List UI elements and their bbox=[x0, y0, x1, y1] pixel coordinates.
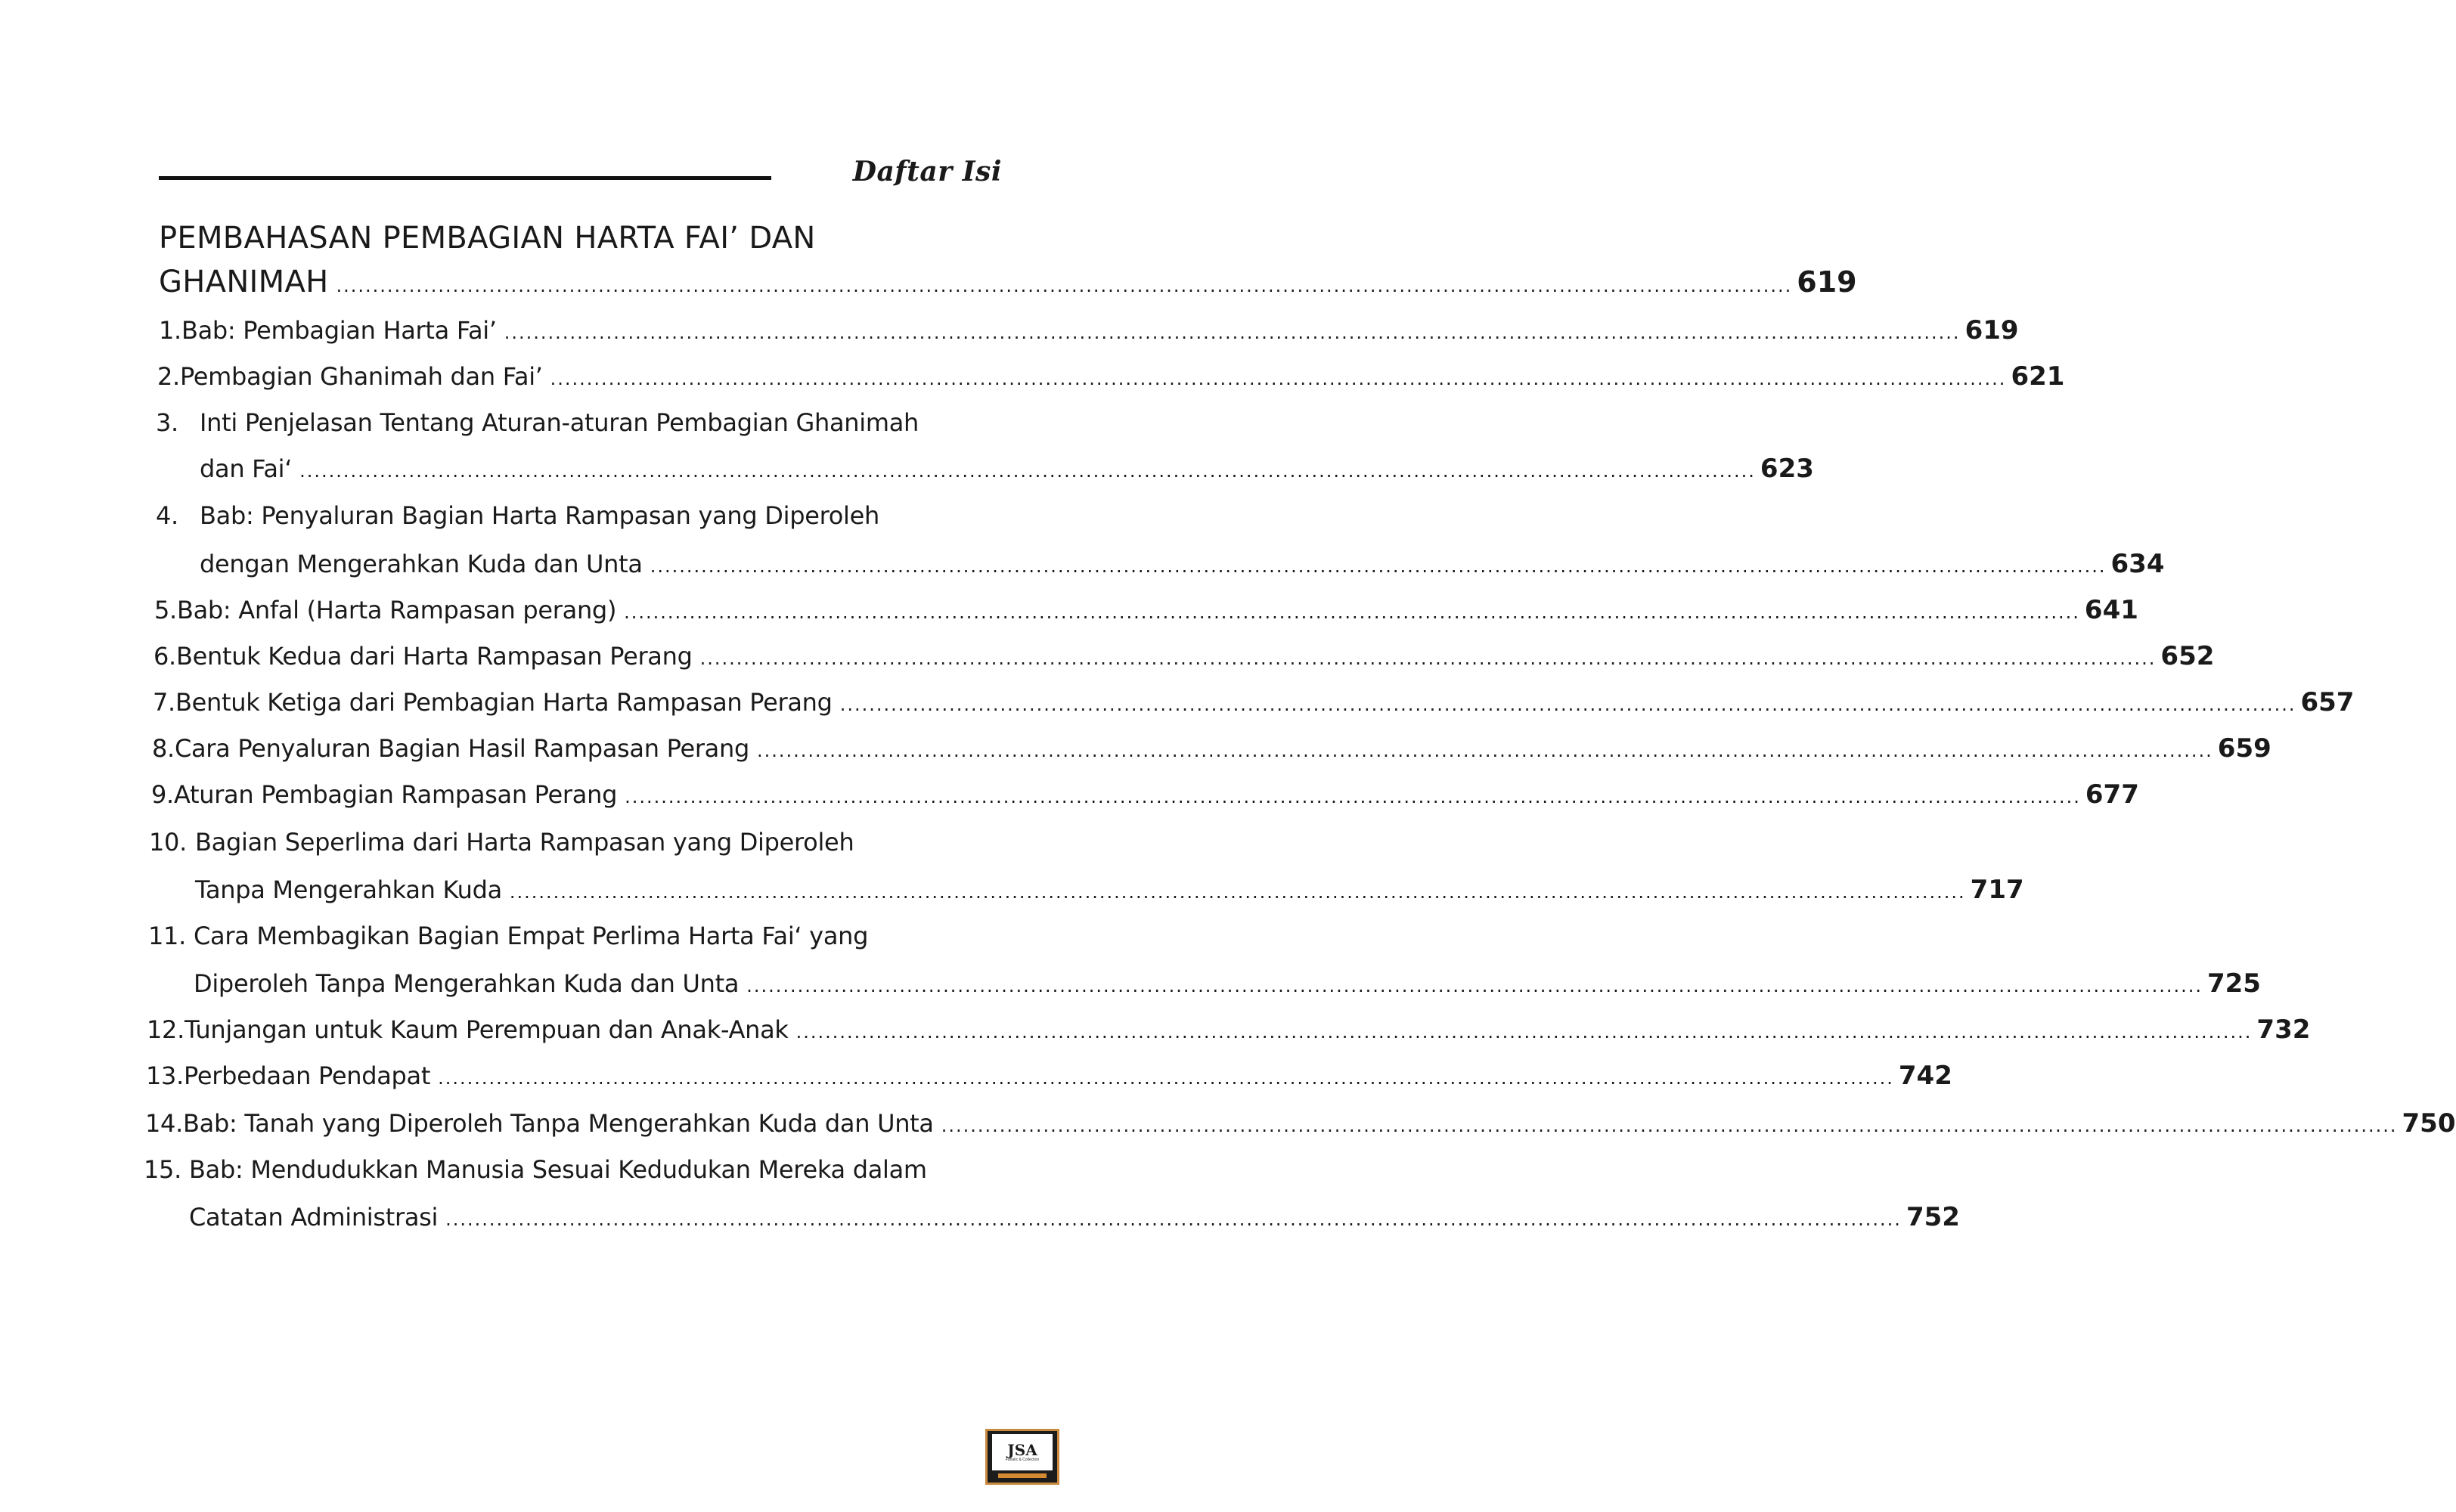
entry-page-number: 677 bbox=[2085, 779, 2139, 810]
dot-leader: ........................................................................................................................................................................................................ bbox=[650, 556, 2107, 577]
entry-page-number: 621 bbox=[2011, 361, 2065, 392]
section-title-text: PEMBAHASAN PEMBAGIAN HARTA FAI’ DAN bbox=[159, 221, 816, 256]
toc-entry bbox=[149, 828, 1002, 857]
entry-title: Cara Penyaluran Bagian Hasil Rampasan Perang bbox=[174, 734, 749, 763]
toc-entry-continuation bbox=[194, 968, 2261, 999]
entry-number: 2. bbox=[157, 362, 180, 391]
toc-entry bbox=[151, 779, 2139, 810]
toc-entry-continuation bbox=[200, 549, 2165, 579]
entry-page-number: 641 bbox=[2084, 595, 2138, 625]
dot-leader: ........................................................................................................................................................................................................ bbox=[445, 1209, 1902, 1230]
section-title-line2 bbox=[159, 265, 1857, 299]
entry-title: Bab: Pembagian Harta Fai’ bbox=[181, 316, 497, 345]
entry-page-number: 742 bbox=[1898, 1061, 1952, 1091]
entry-page-number: 659 bbox=[2217, 733, 2271, 764]
entry-number: 3. bbox=[156, 408, 178, 437]
entry-title: Bentuk Ketiga dari Pembagian Harta Rampasan Perang bbox=[175, 688, 833, 717]
section-page-number: 619 bbox=[1797, 265, 1857, 299]
entry-page-number: 752 bbox=[1906, 1202, 1960, 1232]
entry-number: 10. bbox=[149, 828, 187, 857]
toc-entry bbox=[159, 315, 2019, 345]
toc-entry bbox=[152, 733, 2271, 764]
entry-number: 15. bbox=[144, 1155, 181, 1184]
entry-title-continuation: Diperoleh Tanpa Mengerahkan Kuda dan Unta bbox=[194, 969, 740, 998]
entry-title: Cara Membagikan Bagian Empat Perlima Harta Fai‘ yang bbox=[194, 922, 869, 950]
logo-tagline: Fanatic & Collection bbox=[1005, 1458, 1040, 1462]
entry-title-continuation: Catatan Administrasi bbox=[189, 1203, 439, 1232]
toc-entry-continuation bbox=[195, 875, 2024, 905]
entry-title: Bab: Anfal (Harta Rampasan perang) bbox=[176, 596, 617, 624]
entry-number: 8. bbox=[152, 734, 175, 763]
toc-entry bbox=[156, 408, 1002, 437]
entry-title: Bab: Tanah yang Diperoleh Tanpa Mengerahkan Kuda dan Unta bbox=[183, 1109, 934, 1138]
entry-number: 11. bbox=[148, 922, 186, 950]
dot-leader: ........................................................................................................................................................................................................ bbox=[746, 975, 2203, 996]
toc-entry-continuation bbox=[189, 1202, 1960, 1232]
toc-entry bbox=[146, 1061, 1952, 1091]
logo-base bbox=[998, 1473, 1047, 1478]
entry-title: Inti Penjelasan Tentang Aturan-aturan Pembagian Ghanimah bbox=[200, 408, 919, 437]
toc-entry bbox=[156, 501, 1002, 530]
dot-leader: ........................................................................................................................................................................................................ bbox=[839, 694, 2296, 715]
entry-number: 4. bbox=[156, 501, 178, 530]
toc-entry bbox=[157, 361, 2065, 392]
entry-page-number: 717 bbox=[1970, 875, 2024, 905]
entry-title: Bagian Seperlima dari Harta Rampasan yang Diperoleh bbox=[195, 828, 854, 857]
running-header-title: Daftar Isi bbox=[852, 156, 1002, 187]
dot-leader: ........................................................................................................................................................................................................ bbox=[504, 322, 1961, 343]
entry-page-number: 732 bbox=[2256, 1015, 2311, 1045]
entry-title-continuation: dengan Mengerahkan Kuda dan Unta bbox=[200, 550, 643, 578]
entry-title: Tunjangan untuk Kaum Perempuan dan Anak-Anak bbox=[185, 1015, 789, 1044]
dot-leader: ........................................................................................................................................................................................................ bbox=[941, 1115, 2398, 1136]
entry-page-number: 725 bbox=[2206, 968, 2261, 999]
entry-number: 5. bbox=[154, 596, 177, 624]
section-title-text: GHANIMAH bbox=[159, 265, 329, 299]
entry-number: 9. bbox=[151, 780, 174, 809]
entry-title: Pembagian Ghanimah dan Fai’ bbox=[179, 362, 543, 391]
toc-entry bbox=[144, 1155, 1002, 1184]
entry-number: 6. bbox=[154, 642, 176, 671]
toc-entry bbox=[154, 595, 2138, 625]
entry-page-number: 652 bbox=[2160, 641, 2215, 671]
entry-title: Aturan Pembagian Rampasan Perang bbox=[173, 780, 618, 809]
entry-title-continuation: dan Fai‘ bbox=[200, 454, 293, 483]
toc-entry bbox=[154, 641, 2215, 671]
dot-leader: ........................................................................................................................................................................................................ bbox=[438, 1067, 1894, 1089]
dot-leader: ........................................................................................................................................................................................................ bbox=[336, 275, 1793, 296]
logo-brand: JSA bbox=[1007, 1441, 1037, 1459]
toc-entry bbox=[147, 1015, 2311, 1045]
dot-leader: ........................................................................................................................................................................................................ bbox=[625, 786, 2081, 807]
entry-number: 1. bbox=[159, 316, 181, 345]
dot-leader: ........................................................................................................................................................................................................ bbox=[299, 460, 1756, 482]
entry-page-number: 619 bbox=[1964, 315, 2019, 345]
dot-leader: ........................................................................................................................................................................................................ bbox=[757, 740, 2213, 761]
entry-title: Bentuk Kedua dari Harta Rampasan Perang bbox=[175, 642, 693, 671]
entry-title: Perbedaan Pendapat bbox=[184, 1061, 431, 1090]
dot-leader: ........................................................................................................................................................................................................ bbox=[795, 1021, 2253, 1043]
dot-leader: ........................................................................................................................................................................................................ bbox=[624, 602, 2080, 623]
dot-leader: ........................................................................................................................................................................................................ bbox=[509, 881, 1966, 903]
entry-title: Bab: Mendudukkan Manusia Sesuai Kedudukan Mereka dalam bbox=[189, 1155, 927, 1184]
entry-page-number: 634 bbox=[2110, 549, 2165, 579]
entry-number: 12. bbox=[147, 1015, 185, 1044]
dot-leader: ........................................................................................................................................................................................................ bbox=[699, 648, 2157, 669]
toc-entry-continuation bbox=[200, 454, 1814, 484]
toc-entry bbox=[153, 687, 2355, 717]
entry-title-continuation: Tanpa Mengerahkan Kuda bbox=[195, 875, 502, 904]
toc-entry bbox=[145, 1108, 2456, 1139]
entry-page-number: 750 bbox=[2402, 1108, 2456, 1139]
section-title-line1 bbox=[159, 221, 1002, 256]
entry-page-number: 657 bbox=[2300, 687, 2355, 717]
jsa-logo bbox=[985, 1429, 1059, 1485]
entry-number: 14. bbox=[145, 1109, 183, 1138]
entry-number: 7. bbox=[153, 688, 175, 717]
entry-number: 13. bbox=[146, 1061, 184, 1090]
entry-title: Bab: Penyaluran Bagian Harta Rampasan yang Diperoleh bbox=[200, 501, 879, 530]
dot-leader: ........................................................................................................................................................................................................ bbox=[550, 368, 2007, 389]
entry-page-number: 623 bbox=[1760, 454, 1814, 484]
toc-entry bbox=[148, 922, 1002, 950]
